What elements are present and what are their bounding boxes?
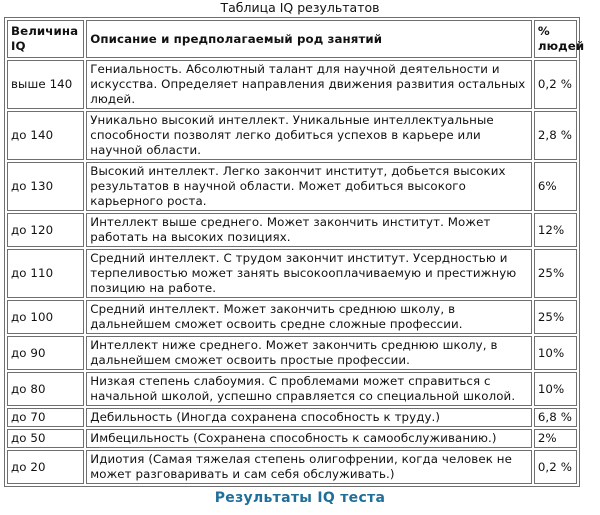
iq-results-table [4, 17, 585, 487]
cell-iq: до 70 [7, 408, 84, 427]
cell-description: Имбецильность (Сохранена способность к самообслуживанию.) [86, 429, 532, 448]
table-row [7, 429, 577, 448]
cell-description: Низкая степень слабоумия. С проблемами может справиться с начальной школой, успешно справляется со специальной школой. [86, 372, 532, 406]
cell-description: Интеллект ниже среднего. Может закончить среднюю школу, в дальнейшем сможет освоить простые профессии. [86, 336, 532, 370]
cell-percent: 6,8 % [534, 408, 577, 427]
cell-percent: 25% [534, 300, 577, 334]
cell-percent: 6% [534, 162, 577, 211]
cell-iq: до 50 [7, 429, 84, 448]
cell-percent: 0,2 % [534, 450, 577, 484]
cell-description: Уникально высокий интеллект. Уникальные интеллектуальные способности позволят легко добиться успехов в карьере или научной области. [86, 111, 532, 160]
table-row [7, 111, 577, 160]
cell-description: Гениальность. Абсолютный талант для научной деятельности и искусства. Определяет направления движения развития остальных людей. [86, 60, 532, 109]
table-row [7, 336, 577, 370]
header-iq: Величина IQ [7, 20, 84, 58]
cell-percent: 2,8 % [534, 111, 577, 160]
table-row [7, 372, 577, 406]
cell-description: Интеллект выше среднего. Может закончить институт. Может работать на высоких позициях. [86, 213, 532, 247]
cell-percent: 0,2 % [534, 60, 577, 109]
table-row [7, 60, 577, 109]
table-caption: Таблица IQ результатов [220, 0, 380, 15]
cell-percent: 2% [534, 429, 577, 448]
table-row [7, 213, 577, 247]
cell-description: Средний интеллект. Может закончить среднюю школу, в дальнейшем сможет освоить средне сложные профессии. [86, 300, 532, 334]
table-row [7, 450, 577, 484]
cell-description: Дебильность (Иногда сохранена способность к труду.) [86, 408, 532, 427]
cell-iq: до 20 [7, 450, 84, 484]
cell-description: Средний интеллект. С трудом закончит институт. Усердностью и терпеливостью может занять высокооплачиваемую и престижную позицию на работе. [86, 249, 532, 298]
cell-iq: до 110 [7, 249, 84, 298]
table-row [7, 300, 577, 334]
cell-iq: до 90 [7, 336, 84, 370]
cell-percent: 10% [534, 372, 577, 406]
table-row [7, 162, 577, 211]
cell-percent: 12% [534, 213, 577, 247]
cell-iq: до 140 [7, 111, 84, 160]
cell-iq: до 80 [7, 372, 84, 406]
cell-percent: 25% [534, 249, 577, 298]
iq-results-link[interactable]: Результаты IQ теста [214, 490, 386, 506]
cell-iq: до 130 [7, 162, 84, 211]
cell-iq: выше 140 [7, 60, 84, 109]
cell-iq: до 120 [7, 213, 84, 247]
cell-description: Идиотия (Самая тяжелая степень олигофрении, когда человек не может разговаривать и сам себя обслуживать.) [86, 450, 532, 484]
cell-description: Высокий интеллект. Легко закончит институт, добьется высоких результатов в научной области. Может добиться высокого карьерного роста. [86, 162, 532, 211]
cell-iq: до 100 [7, 300, 84, 334]
cell-percent: 10% [534, 336, 577, 370]
table-row [7, 408, 577, 427]
table-header-row [7, 20, 577, 58]
header-percent: % людей [534, 20, 577, 58]
table-row [7, 249, 577, 298]
header-description: Описание и предполагаемый род занятий [86, 20, 532, 58]
